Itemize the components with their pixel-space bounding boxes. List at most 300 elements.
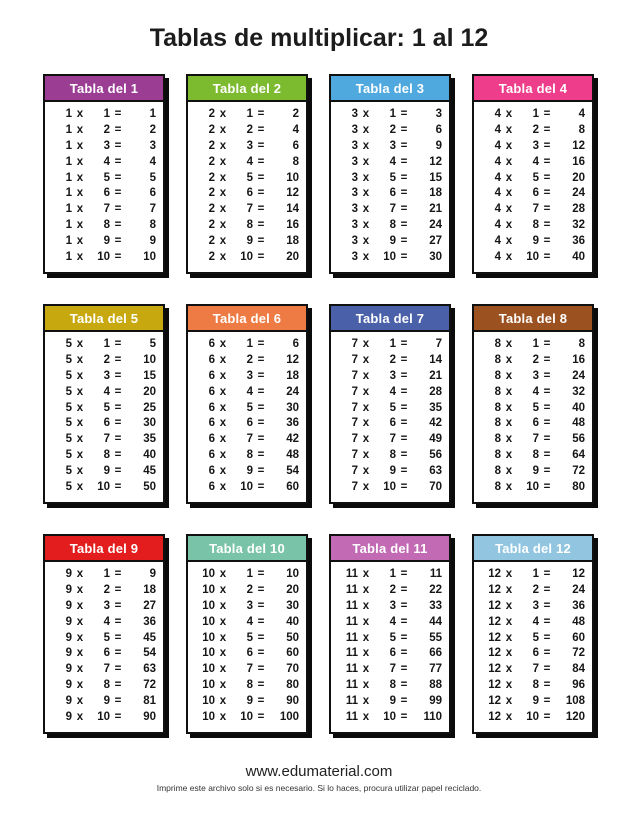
multiplication-row: [338, 647, 442, 660]
times-sign: x: [76, 219, 84, 232]
equals-sign: =: [400, 250, 408, 263]
times-sign: x: [219, 203, 227, 216]
table-body: [188, 102, 306, 272]
multiplicand: 8: [494, 417, 501, 430]
equals-sign: =: [400, 353, 408, 366]
times-sign: x: [76, 417, 84, 430]
times-sign: x: [76, 250, 84, 263]
product: 8: [292, 155, 299, 168]
times-sign: x: [76, 123, 84, 136]
multiplicand: 7: [351, 353, 358, 366]
multiplication-row: [338, 568, 442, 581]
product: 60: [572, 631, 585, 644]
multiplicand: 12: [488, 679, 501, 692]
times-sign: x: [219, 353, 227, 366]
multiplier: 4: [103, 385, 110, 398]
product: 45: [143, 465, 156, 477]
multiplicand: 6: [208, 401, 215, 414]
equals-sign: =: [257, 417, 265, 430]
multiplication-row: [338, 663, 442, 676]
times-sign: x: [505, 583, 513, 596]
equals-sign: =: [257, 250, 265, 263]
product: 4: [292, 123, 299, 136]
multiplier: 9: [389, 695, 396, 707]
multiplicand: 2: [208, 219, 215, 232]
multiplicand: 10: [202, 568, 215, 580]
product: 99: [429, 695, 442, 707]
times-sign: x: [219, 583, 227, 596]
multiplication-row: [481, 203, 585, 216]
product: 16: [572, 353, 585, 366]
multiplier: 9: [389, 235, 396, 247]
times-sign: x: [219, 615, 227, 628]
multiplier: 4: [103, 155, 110, 168]
multiplicand: 5: [65, 385, 72, 398]
multiplication-row: [195, 386, 299, 399]
times-sign: x: [362, 583, 370, 596]
product: 54: [143, 647, 156, 660]
multiplier: 2: [246, 123, 253, 136]
table-title: Tabla del 12: [495, 540, 571, 556]
multiplication-row: [195, 219, 299, 232]
multiplicand: 8: [494, 465, 501, 477]
multiplication-row: [52, 449, 156, 462]
product: 55: [429, 631, 442, 644]
multiplier: 10: [240, 480, 253, 493]
multiplication-row: [338, 465, 442, 478]
multiplier: 7: [246, 433, 253, 446]
multiplication-row: [481, 417, 585, 430]
product: 20: [286, 250, 299, 263]
multiplication-row: [481, 600, 585, 613]
multiplier: 4: [389, 385, 396, 398]
times-sign: x: [219, 401, 227, 414]
multiplicand: 10: [202, 599, 215, 612]
multiplication-row: [338, 386, 442, 399]
table-card-2: [186, 74, 308, 274]
multiplication-row: [481, 568, 585, 581]
multiplier: 7: [103, 433, 110, 446]
product: 18: [286, 235, 299, 247]
product: 15: [143, 369, 156, 382]
multiplicand: 7: [351, 338, 358, 350]
equals-sign: =: [543, 615, 551, 628]
multiplicand: 6: [208, 433, 215, 446]
multiplicand: 12: [488, 615, 501, 628]
equals-sign: =: [543, 695, 551, 707]
table-header: [45, 76, 163, 102]
times-sign: x: [362, 155, 370, 168]
product: 25: [143, 401, 156, 414]
multiplier: 10: [97, 710, 110, 723]
equals-sign: =: [400, 203, 408, 216]
table-body: [474, 332, 592, 502]
product: 7: [435, 338, 442, 350]
multiplier: 8: [389, 679, 396, 692]
multiplicand: 6: [208, 449, 215, 462]
times-sign: x: [505, 679, 513, 692]
times-sign: x: [505, 433, 513, 446]
equals-sign: =: [114, 123, 122, 136]
multiplicand: 4: [494, 250, 501, 263]
multiplicand: 1: [65, 203, 72, 216]
equals-sign: =: [114, 203, 122, 216]
equals-sign: =: [543, 433, 551, 446]
multiplication-row: [195, 679, 299, 692]
product: 28: [429, 385, 442, 398]
multiplicand: 3: [351, 219, 358, 232]
times-sign: x: [505, 219, 513, 232]
multiplier: 1: [103, 108, 110, 120]
product: 10: [143, 353, 156, 366]
multiplicand: 7: [351, 465, 358, 477]
multiplicand: 3: [351, 155, 358, 168]
product: 66: [429, 647, 442, 660]
table-header: [331, 536, 449, 562]
product: 30: [286, 401, 299, 414]
table-card-10: [186, 534, 308, 734]
equals-sign: =: [257, 568, 265, 580]
multiplicand: 8: [494, 433, 501, 446]
multiplier: 1: [246, 568, 253, 580]
multiplier: 9: [103, 695, 110, 707]
multiplier: 3: [532, 369, 539, 382]
multiplicand: 6: [208, 338, 215, 350]
equals-sign: =: [114, 695, 122, 707]
product: 12: [286, 353, 299, 366]
product: 36: [572, 235, 585, 247]
multiplication-row: [52, 235, 156, 248]
multiplication-row: [195, 338, 299, 351]
product: 40: [143, 449, 156, 462]
multiplier: 6: [389, 417, 396, 430]
product: 40: [286, 615, 299, 628]
multiplier: 8: [389, 449, 396, 462]
multiplier: 8: [246, 679, 253, 692]
multiplicand: 9: [65, 615, 72, 628]
multiplier: 2: [389, 123, 396, 136]
equals-sign: =: [114, 108, 122, 120]
multiplication-row: [338, 402, 442, 415]
multiplication-row: [195, 187, 299, 200]
multiplicand: 10: [202, 615, 215, 628]
multiplication-row: [52, 417, 156, 430]
multiplier: 3: [103, 599, 110, 612]
times-sign: x: [219, 187, 227, 200]
product: 70: [286, 663, 299, 676]
product: 30: [286, 599, 299, 612]
times-sign: x: [505, 615, 513, 628]
multiplicand: 7: [351, 449, 358, 462]
multiplier: 10: [526, 710, 539, 723]
product: 27: [143, 599, 156, 612]
times-sign: x: [76, 235, 84, 247]
times-sign: x: [219, 250, 227, 263]
times-sign: x: [362, 353, 370, 366]
product: 14: [286, 203, 299, 216]
multiplication-row: [338, 600, 442, 613]
multiplication-row: [52, 711, 156, 724]
multiplication-row: [195, 140, 299, 153]
footer: [0, 763, 638, 793]
times-sign: x: [505, 353, 513, 366]
equals-sign: =: [400, 631, 408, 644]
times-sign: x: [362, 615, 370, 628]
equals-sign: =: [543, 155, 551, 168]
times-sign: x: [505, 155, 513, 168]
multiplier: 9: [389, 465, 396, 477]
multiplicand: 7: [351, 401, 358, 414]
equals-sign: =: [114, 417, 122, 430]
product: 5: [149, 338, 156, 350]
times-sign: x: [219, 695, 227, 707]
times-sign: x: [76, 465, 84, 477]
product: 72: [572, 465, 585, 477]
times-sign: x: [219, 338, 227, 350]
multiplication-row: [481, 711, 585, 724]
equals-sign: =: [114, 139, 122, 152]
multiplication-row: [52, 616, 156, 629]
multiplicand: 12: [488, 568, 501, 580]
equals-sign: =: [543, 480, 551, 493]
multiplicand: 9: [65, 695, 72, 707]
multiplication-row: [52, 187, 156, 200]
multiplicand: 10: [202, 583, 215, 596]
multiplier: 1: [103, 568, 110, 580]
product: 48: [286, 449, 299, 462]
multiplier: 8: [246, 219, 253, 232]
multiplicand: 1: [65, 219, 72, 232]
equals-sign: =: [114, 187, 122, 200]
product: 24: [572, 187, 585, 200]
multiplication-row: [195, 695, 299, 708]
multiplier: 6: [246, 417, 253, 430]
multiplier: 5: [532, 171, 539, 184]
times-sign: x: [76, 583, 84, 596]
multiplier: 1: [532, 338, 539, 350]
equals-sign: =: [257, 710, 265, 723]
table-header: [45, 306, 163, 332]
multiplication-row: [481, 108, 585, 121]
multiplication-row: [481, 663, 585, 676]
product: 21: [429, 369, 442, 382]
product: 100: [279, 710, 299, 723]
multiplier: 4: [246, 385, 253, 398]
equals-sign: =: [543, 663, 551, 676]
multiplicand: 3: [351, 235, 358, 247]
multiplication-row: [195, 172, 299, 185]
product: 84: [572, 663, 585, 676]
equals-sign: =: [543, 353, 551, 366]
equals-sign: =: [257, 449, 265, 462]
multiplier: 6: [103, 647, 110, 660]
times-sign: x: [219, 449, 227, 462]
equals-sign: =: [400, 599, 408, 612]
table-title: Tabla del 5: [69, 310, 139, 326]
multiplier: 4: [103, 615, 110, 628]
multiplication-row: [52, 124, 156, 137]
multiplication-row: [195, 663, 299, 676]
product: 40: [572, 250, 585, 263]
times-sign: x: [505, 465, 513, 477]
product: 1: [149, 108, 156, 120]
product: 48: [572, 417, 585, 430]
multiplicand: 9: [65, 647, 72, 660]
equals-sign: =: [257, 615, 265, 628]
product: 2: [149, 123, 156, 136]
times-sign: x: [505, 401, 513, 414]
multiplicand: 10: [202, 679, 215, 692]
equals-sign: =: [400, 401, 408, 414]
equals-sign: =: [257, 480, 265, 493]
multiplicand: 5: [65, 480, 72, 493]
equals-sign: =: [114, 449, 122, 462]
equals-sign: =: [257, 583, 265, 596]
product: 20: [286, 583, 299, 596]
multiplication-row: [52, 679, 156, 692]
equals-sign: =: [400, 710, 408, 723]
times-sign: x: [362, 433, 370, 446]
times-sign: x: [76, 338, 84, 350]
multiplicand: 8: [494, 353, 501, 366]
multiplication-row: [338, 695, 442, 708]
times-sign: x: [362, 663, 370, 676]
multiplication-row: [338, 354, 442, 367]
equals-sign: =: [400, 123, 408, 136]
multiplicand: 10: [202, 695, 215, 707]
table-title: Tabla del 1: [69, 80, 139, 96]
footer-url: www.edumaterial.com: [245, 763, 393, 780]
times-sign: x: [76, 385, 84, 398]
times-sign: x: [362, 647, 370, 660]
product: 18: [143, 583, 156, 596]
multiplier: 10: [526, 480, 539, 493]
product: 70: [429, 480, 442, 493]
multiplication-row: [481, 172, 585, 185]
times-sign: x: [362, 480, 370, 493]
multiplier: 10: [97, 480, 110, 493]
product: 60: [286, 647, 299, 660]
multiplicand: 2: [208, 187, 215, 200]
product: 21: [429, 203, 442, 216]
page-title: Tablas de multiplicar: 1 al 12: [149, 24, 489, 52]
multiplication-row: [481, 251, 585, 264]
product: 12: [572, 139, 585, 152]
equals-sign: =: [543, 187, 551, 200]
multiplicand: 9: [65, 663, 72, 676]
multiplier: 3: [246, 599, 253, 612]
multiplier: 8: [532, 219, 539, 232]
multiplicand: 3: [351, 123, 358, 136]
equals-sign: =: [400, 695, 408, 707]
multiplicand: 8: [494, 401, 501, 414]
multiplier: 1: [532, 568, 539, 580]
equals-sign: =: [543, 583, 551, 596]
times-sign: x: [219, 417, 227, 430]
equals-sign: =: [400, 663, 408, 676]
equals-sign: =: [543, 631, 551, 644]
product: 8: [578, 338, 585, 350]
times-sign: x: [362, 465, 370, 477]
multiplication-row: [195, 354, 299, 367]
equals-sign: =: [114, 353, 122, 366]
equals-sign: =: [114, 338, 122, 350]
times-sign: x: [505, 235, 513, 247]
table-header: [188, 536, 306, 562]
table-title: Tabla del 9: [69, 540, 139, 556]
multiplication-row: [195, 124, 299, 137]
multiplier: 5: [532, 401, 539, 414]
product: 35: [429, 401, 442, 414]
multiplier: 4: [532, 385, 539, 398]
multiplicand: 5: [65, 369, 72, 382]
equals-sign: =: [114, 568, 122, 580]
product: 33: [429, 599, 442, 612]
multiplier: 5: [246, 401, 253, 414]
times-sign: x: [219, 433, 227, 446]
multiplier: 8: [532, 449, 539, 462]
times-sign: x: [362, 338, 370, 350]
equals-sign: =: [400, 568, 408, 580]
equals-sign: =: [114, 250, 122, 263]
product: 72: [572, 647, 585, 660]
times-sign: x: [76, 480, 84, 493]
product: 8: [149, 219, 156, 232]
multiplier: 5: [389, 171, 396, 184]
product: 15: [429, 171, 442, 184]
multiplier: 2: [103, 123, 110, 136]
table-title: Tabla del 7: [355, 310, 425, 326]
multiplier: 4: [389, 615, 396, 628]
equals-sign: =: [400, 369, 408, 382]
equals-sign: =: [114, 465, 122, 477]
product: 49: [429, 433, 442, 446]
equals-sign: =: [114, 663, 122, 676]
multiplicand: 1: [65, 108, 72, 120]
product: 48: [572, 615, 585, 628]
multiplication-row: [195, 251, 299, 264]
multiplicand: 9: [65, 568, 72, 580]
equals-sign: =: [114, 679, 122, 692]
product: 96: [572, 679, 585, 692]
product: 3: [149, 139, 156, 152]
multiplication-row: [52, 433, 156, 446]
multiplicand: 10: [202, 663, 215, 676]
equals-sign: =: [543, 338, 551, 350]
multiplication-row: [338, 616, 442, 629]
times-sign: x: [362, 250, 370, 263]
times-sign: x: [76, 369, 84, 382]
multiplier: 8: [103, 679, 110, 692]
multiplicand: 11: [345, 615, 358, 628]
times-sign: x: [362, 171, 370, 184]
equals-sign: =: [543, 385, 551, 398]
multiplication-row: [195, 568, 299, 581]
multiplicand: 3: [351, 171, 358, 184]
multiplication-row: [481, 354, 585, 367]
table-body: [331, 102, 449, 272]
equals-sign: =: [114, 480, 122, 493]
table-card-5: [43, 304, 165, 504]
times-sign: x: [505, 647, 513, 660]
multiplicand: 11: [345, 568, 358, 580]
multiplicand: 9: [65, 631, 72, 644]
multiplication-row: [481, 695, 585, 708]
times-sign: x: [362, 139, 370, 152]
times-sign: x: [362, 568, 370, 580]
product: 120: [565, 710, 585, 723]
times-sign: x: [362, 219, 370, 232]
